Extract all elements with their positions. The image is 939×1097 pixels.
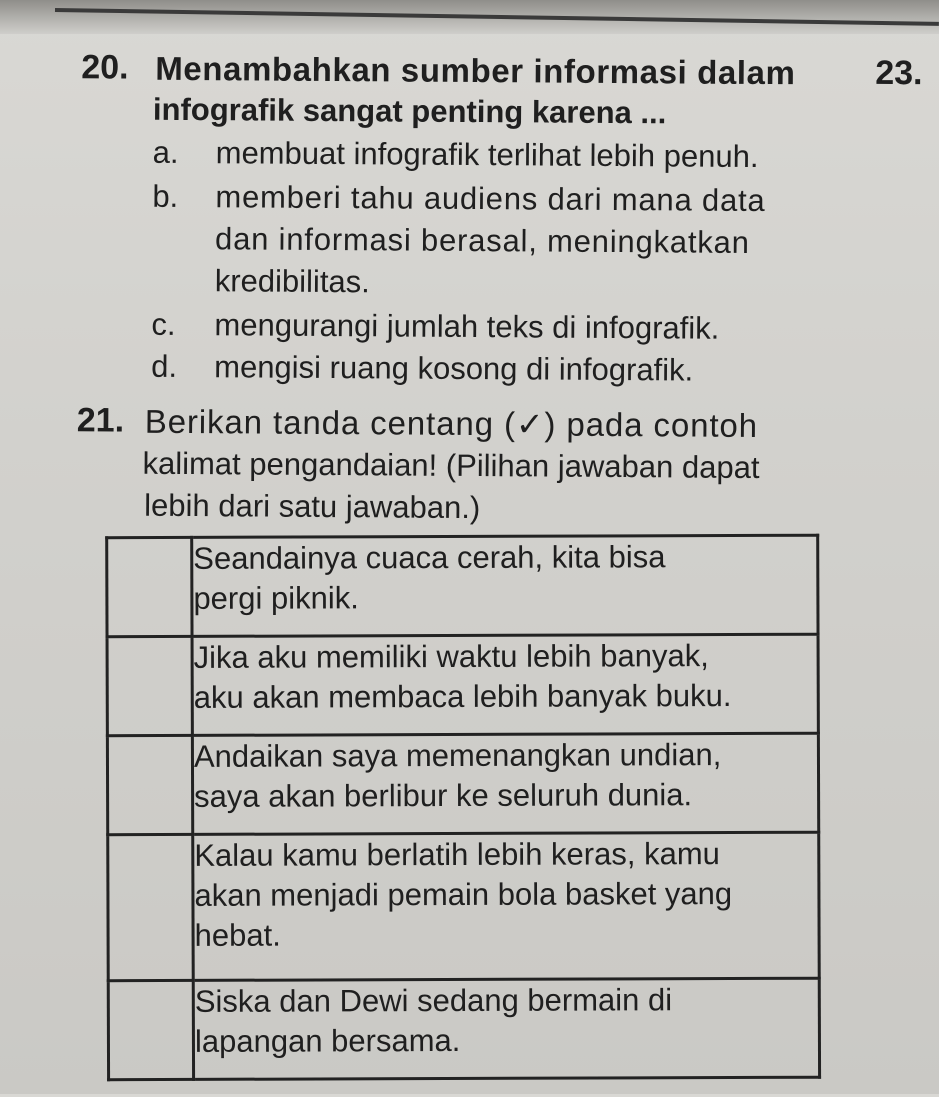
statement-cell-3: Andaikan saya memenangkan undian, saya akan berlibur ke seluruh dunia.: [192, 733, 818, 834]
q20-option-b-text-1: memberi tahu audiens dari mana data: [215, 179, 766, 219]
table-row: [107, 733, 818, 834]
checkbox-cell-3[interactable]: [107, 735, 192, 834]
checkbox-cell-5[interactable]: [108, 980, 193, 1079]
q21-number: 21.: [76, 401, 125, 440]
q20-option-c-text: mengurangi jumlah teks di infografik.: [214, 307, 720, 346]
q20-option-d-letter: d.: [151, 348, 178, 384]
table-row: [108, 978, 819, 1079]
checkbox-cell-4[interactable]: [108, 834, 194, 981]
statement-cell-5: Siska dan Dewi sedang bermain di lapangan bersama.: [193, 978, 819, 1079]
q20-option-d-text: mengisi ruang kosong di infografik.: [214, 349, 694, 388]
q20-number: 20.: [81, 48, 129, 87]
q20-option-b-letter: b.: [152, 178, 179, 214]
q20-stem-line-2: infografik sangat penting karena ...: [152, 91, 667, 131]
q20-option-b-text-2: dan informasi berasal, meningkatkan: [214, 221, 750, 260]
table-row: [108, 832, 820, 981]
q20-option-b-text-3: kredibilitas.: [214, 263, 370, 300]
statement-cell-4: Kalau kamu berlatih lebih keras, kamu akan menjadi pemain bola basket yang hebat.: [193, 832, 820, 981]
answer-table: [105, 534, 821, 1081]
checkbox-cell-2[interactable]: [107, 636, 192, 735]
q21-stem-line-2: kalimat pengandaian! (Pilihan jawaban dapat: [142, 445, 760, 486]
q20-stem-line-1: Menambahkan sumber informasi dalam: [155, 49, 796, 92]
statement-cell-1: Seandainya cuaca cerah, kita bisa pergi piknik.: [192, 535, 818, 636]
q20-option-c-letter: c.: [151, 306, 176, 342]
statement-cell-2: Jika aku memiliki waktu lebih banyak, aku akan membaca lebih banyak buku.: [192, 634, 818, 735]
q21-stem-line-3: lebih dari satu jawaban.): [144, 487, 481, 526]
q20-option-a-letter: a.: [152, 134, 179, 170]
checkbox-cell-1[interactable]: [107, 537, 192, 636]
q20-option-a-text: membuat infografik terlihat lebih penuh.: [215, 135, 759, 175]
table-row: [107, 634, 818, 735]
q21-stem-line-1: Berikan tanda centang (✓) pada contoh: [144, 402, 759, 445]
q23-number: 23.: [875, 53, 923, 93]
table-row: [107, 535, 818, 636]
